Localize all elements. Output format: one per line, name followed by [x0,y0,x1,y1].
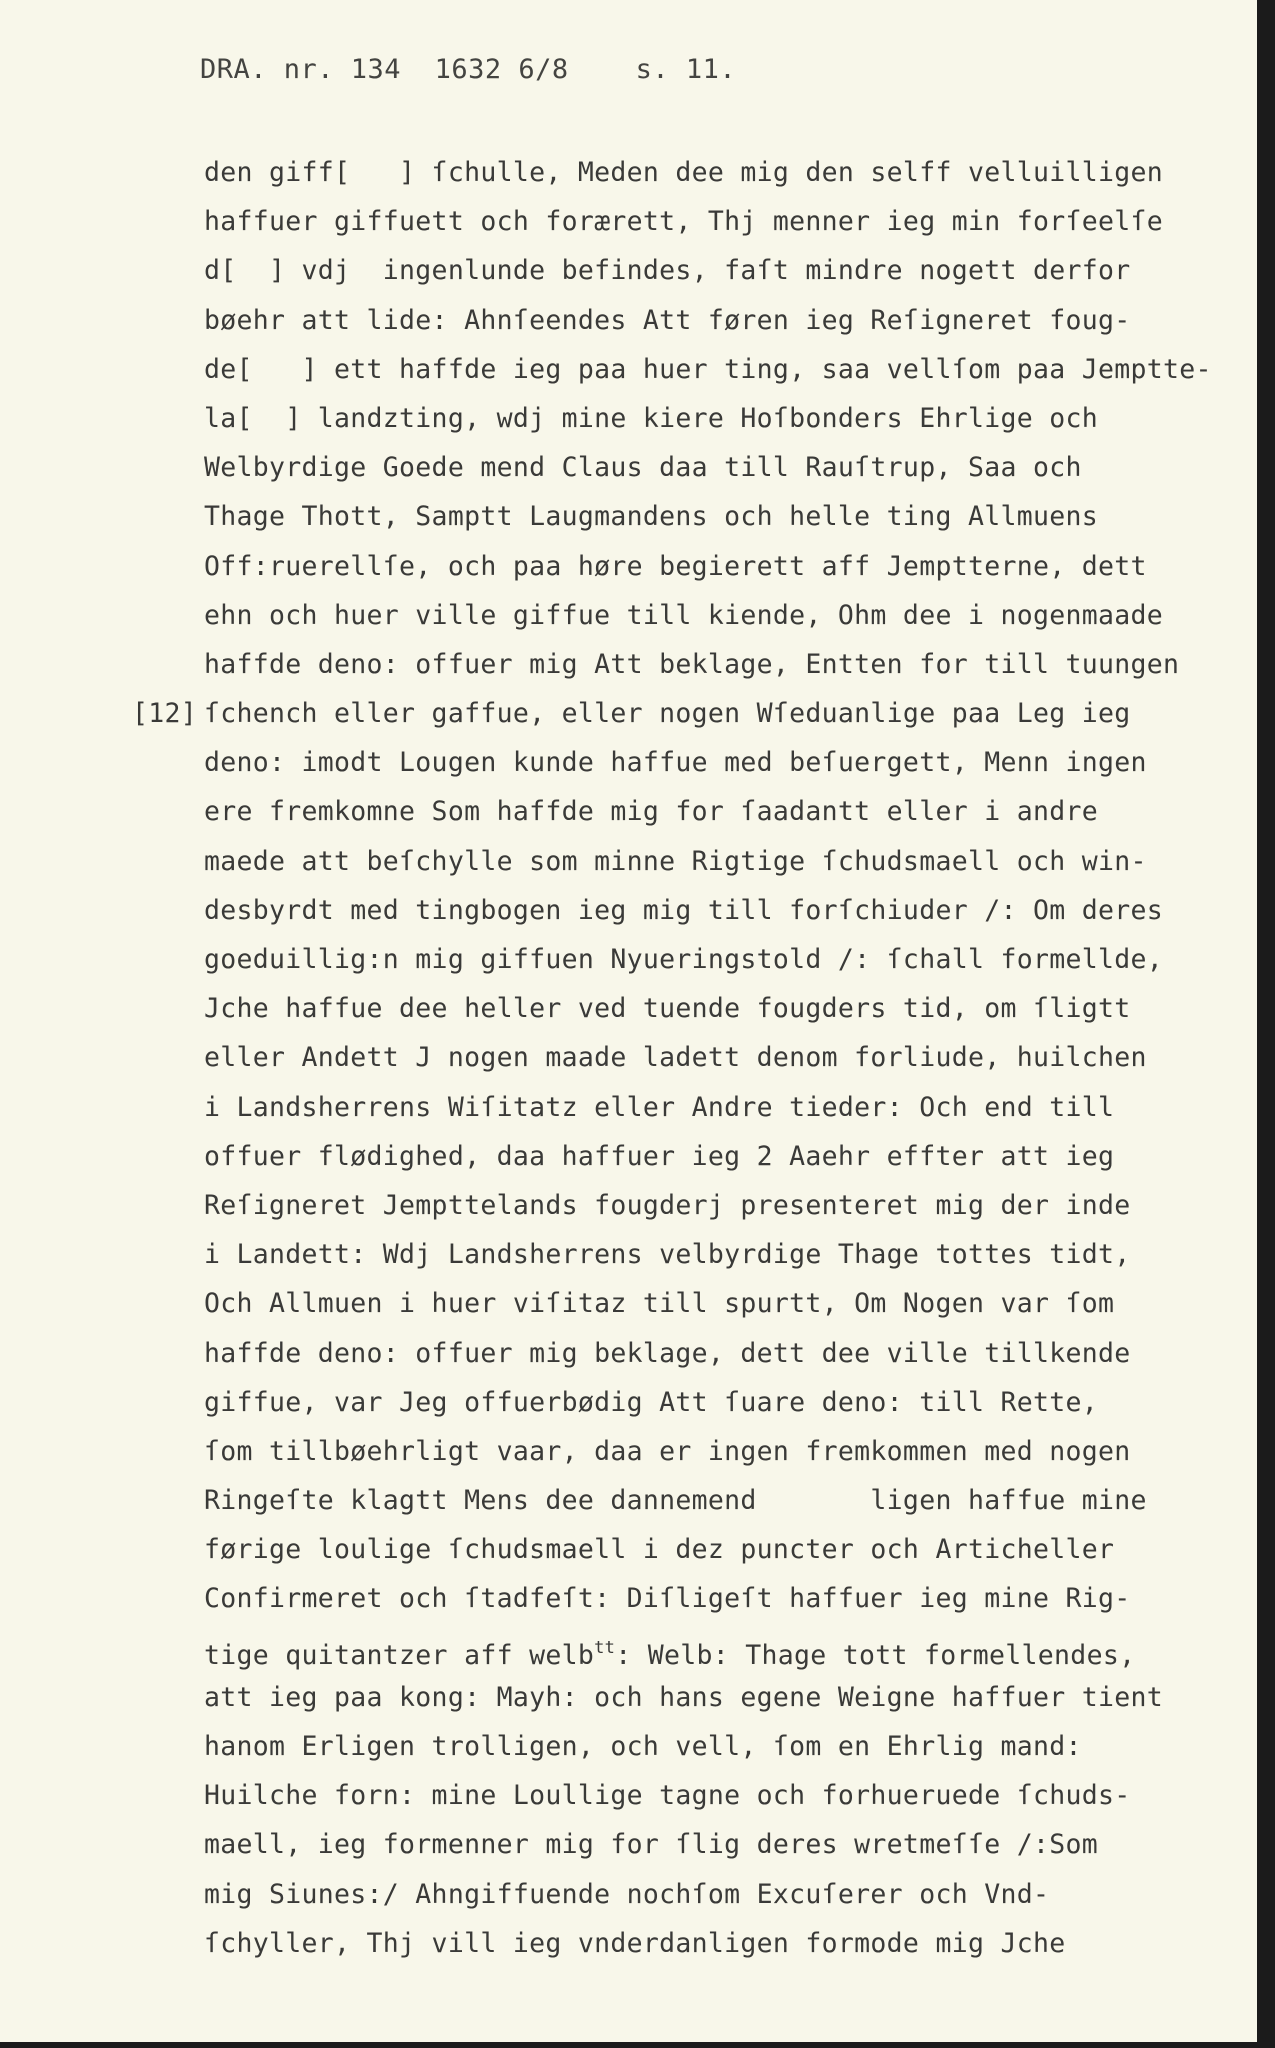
text-line [0,1230,1275,1279]
line-text: Thage Thott, Samptt Laugmandens och helle ting Allmuens [204,501,1098,533]
text-line [0,1181,1275,1230]
line-text: førige loulige ſchudsmaell i dez puncter och Articheller [204,1534,1115,1566]
line-text: ſom tillbøehrligt vaar, daa er ingen fremkommen med nogen [204,1435,1131,1467]
line-text: Och Allmuen i huer viſitaz till spurtt, Om Nogen var ſom [204,1288,1115,1320]
line-text: i Landsherrens Wiſitatz eller Andre tieder: Och end till [204,1091,1115,1123]
text-line [0,1427,1275,1476]
line-text: deno: imodt Lougen kunde haffue med beſuergett, Menn ingen [204,747,1147,779]
text-line [0,984,1275,1033]
line-text: Welbyrdige Goede mend Claus daa till Rauſtrup, Saa och [204,452,1082,484]
line-text: desbyrdt med tingbogen ieg mig till forſchiuder /: Om deres [204,894,1164,926]
line-text: ſchyller, Thj vill ieg vnderdanligen formode mig Jche [204,1927,1066,1959]
line-text: Reſigneret Jempttelands fougderj presenteret mig der inde [204,1189,1131,1221]
text-line [0,345,1275,394]
line-text: eller Andett J nogen maade ladett denom forliude, huilchen [204,1042,1147,1074]
archive-reference-header: DRA. nr. 134 1632 6/8 s. 11. [200,54,737,85]
transcription-body [0,148,1275,1968]
text-line [0,1919,1275,1968]
line-text: de[ ] ett haffde ieg paa huer ting, saa vellſom paa Jemptte- [204,353,1212,385]
line-text: bøehr att lide: Ahnſeendes Att føren ieg Reſigneret foug- [204,304,1131,336]
line-text: haffde deno: offuer mig Att beklage, Entten for till tuungen [204,648,1180,680]
line-text: offuer flødighed, daa haffuer ieg 2 Aaehr effter att ieg [204,1140,1115,1172]
text-line [0,1476,1275,1525]
line-text: haffuer giffuett och forærett, Thj menner ieg min forſeelſe [204,206,1164,238]
text-line [0,886,1275,935]
text-line [0,1132,1275,1181]
text-line [0,1574,1275,1623]
line-text: Confirmeret och ſtadfeſt: Diſligeſt haffuer ieg mine Rig- [204,1583,1131,1615]
text-line [0,1083,1275,1132]
line-text: la[ ] landzting, wdj mine kiere Hoſbonders Ehrlige och [204,402,1098,434]
text-line [0,1033,1275,1082]
line-text: Ringeſte klagtt Mens dee dannemend ligen haffue mine [204,1485,1147,1517]
text-line [0,1820,1275,1869]
text-line [0,246,1275,295]
text-line [0,591,1275,640]
line-text: Jche haffue dee heller ved tuende fougders tid, om ſligtt [204,993,1131,1025]
text-line [0,1624,1275,1673]
margin-page-number: [12] [132,698,198,730]
line-text: Off:ruerellſe, och paa høre begierett aff Jemptterne, dett [204,550,1147,582]
text-line [0,1722,1275,1771]
line-text: ehn och huer ville giffue till kiende, Ohm dee i nogenmaade [204,599,1164,631]
text-line [0,492,1275,541]
text-line [0,837,1275,886]
line-text: tige quitantzer aff welb [204,1639,595,1671]
text-line [0,148,1275,197]
line-text: maede att beſchylle som minne Rigtige ſchudsmaell och win- [204,845,1147,877]
text-line [0,1378,1275,1427]
text-line [0,296,1275,345]
text-line [0,935,1275,984]
text-line [0,1279,1275,1328]
superscript-abbreviation: tt [594,1637,616,1658]
line-text: den giff[ ] ſchulle, Meden dee mig den selff velluilligen [204,157,1164,188]
line-text: ere fremkomne Som haffde mig for ſaadantt eller i andre [204,796,1098,828]
line-text: goeduillig:n mig giffuen Nyueringstold /: ſchall formellde, [204,944,1164,975]
text-line [0,787,1275,836]
line-text: Huilche forn: mine Loullige tagne och forhueruede ſchuds- [204,1780,1131,1812]
text-line [0,1673,1275,1722]
line-text: att ieg paa kong: Mayh: och hans egene Weigne haffuer tient [204,1681,1164,1713]
line-text: ſchench eller gaffue, eller nogen Wſeduanlige paa Leg ieg [204,698,1131,730]
text-line [0,197,1275,246]
line-text: maell, ieg formenner mig for ſlig deres wretmeſſe /:Som [204,1829,1098,1861]
text-line [0,738,1275,787]
line-text-continuation: : Welb: Thage tott formellendes, [615,1639,1136,1671]
line-text: i Landett: Wdj Landsherrens velbyrdige Thage tottes tidt, [204,1239,1131,1271]
line-text: haffde deno: offuer mig beklage, dett dee ville tillkende [204,1337,1131,1369]
text-line [0,1870,1275,1919]
text-line [0,443,1275,492]
text-line [0,1329,1275,1378]
line-text: mig Siunes:/ Ahngiffuende nochſom Excuſerer och Vnd- [204,1878,1050,1910]
line-text: d[ ] vdj ingenlunde befindes, faſt mindre nogett derfor [204,255,1131,287]
text-line [0,394,1275,443]
text-line [0,640,1275,689]
line-text: hanom Erligen trolligen, och vell, ſom en Ehrlig mand: [204,1731,1082,1762]
line-text: giffue, var Jeg offuerbødig Att ſuare deno: till Rette, [204,1386,1098,1418]
text-line [0,1525,1275,1574]
text-line [0,542,1275,591]
text-line [0,1771,1275,1820]
text-line [0,689,1275,738]
